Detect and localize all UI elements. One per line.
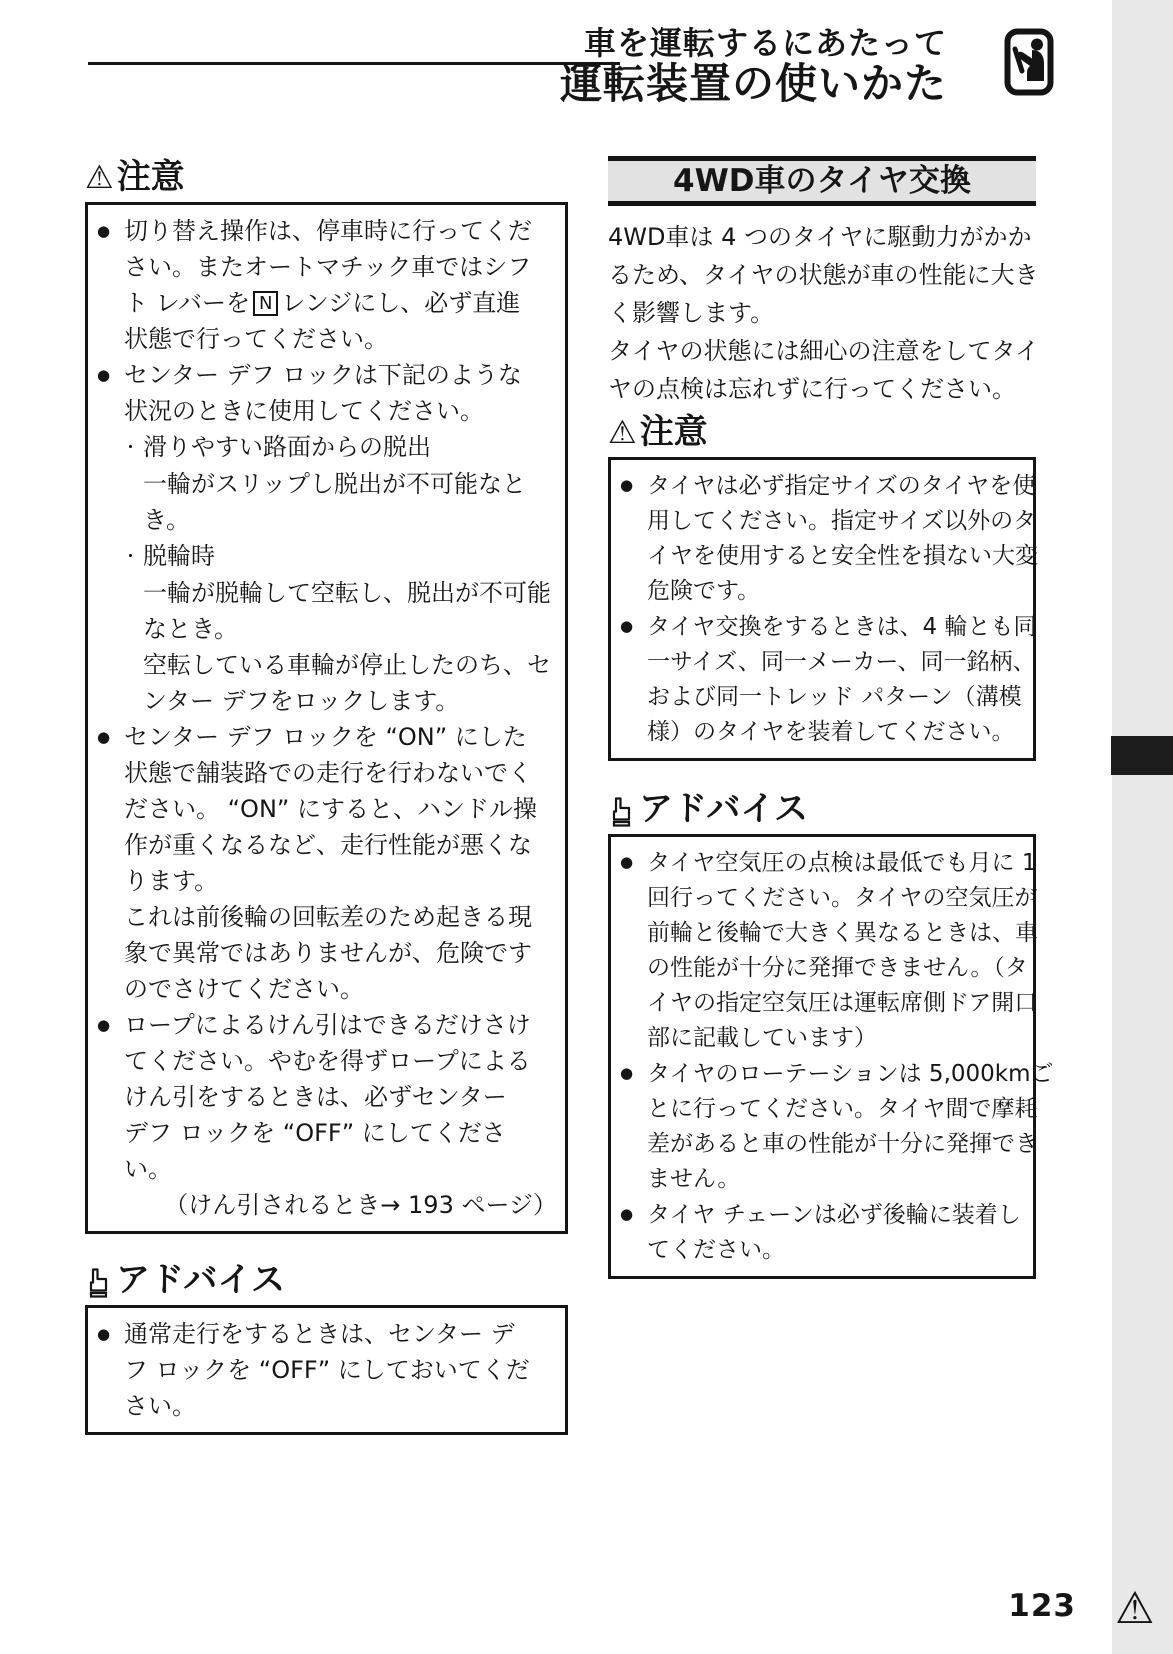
text-line: 状態で行ってください。 bbox=[124, 325, 388, 353]
text-line: および同一トレッド パターン（溝模 bbox=[647, 684, 1022, 710]
text-line: ● ロープによるけん引はできるだけさけ bbox=[97, 1007, 561, 1043]
boxed-n-shift-indicator: N bbox=[253, 291, 278, 316]
text-line: い。 bbox=[124, 1155, 172, 1183]
text-line: ● タイヤ空気圧の点検は最低でも月に 1 bbox=[620, 845, 1029, 881]
bullet-marker: ● bbox=[97, 366, 111, 384]
section-title-bar: 4WD車のタイヤ交換 bbox=[608, 156, 1036, 206]
text-line: けん引をするときは、必ずセンター bbox=[124, 1083, 507, 1111]
text-line: ません。 bbox=[647, 1166, 741, 1192]
chapter-label: 車を運転するにあたって bbox=[583, 24, 947, 62]
header-rule bbox=[88, 62, 620, 65]
text-line: 回行ってください。タイヤの空気圧が bbox=[647, 885, 1038, 911]
bullet-marker: ● bbox=[97, 1016, 111, 1034]
text-line: デフ ロックを “OFF” にしてくださ bbox=[124, 1119, 506, 1147]
text-line: タイヤの状態には細心の注意をしてタイ bbox=[608, 337, 1040, 365]
text-line: フ ロックを “OFF” にしておいてくだ bbox=[124, 1356, 530, 1384]
text-line: ● タイヤは必ず指定サイズのタイヤを使 bbox=[620, 468, 1029, 504]
pointing-hand-icon bbox=[85, 1268, 109, 1298]
text-line: 差があると車の性能が十分に発揮でき bbox=[647, 1131, 1038, 1157]
text-line: 危険です。 bbox=[647, 578, 761, 604]
bullet-marker: ● bbox=[620, 617, 634, 635]
left-column bbox=[85, 155, 568, 1435]
text-line: ・ 滑りやすい路面からの脱出 bbox=[97, 429, 561, 466]
text-line: ・ 脱輪時 bbox=[97, 538, 561, 575]
text-line: 作が重くなるなど、走行性能が悪くな bbox=[124, 831, 532, 859]
chapter-index-tab bbox=[1111, 736, 1173, 775]
text-line: 部に記載しています） bbox=[647, 1025, 877, 1051]
text-line: 状態で舗装路での走行を行わないでく bbox=[124, 759, 532, 787]
text-line: とに行ってください。タイヤ間で摩耗 bbox=[647, 1096, 1038, 1122]
left-caution-box bbox=[85, 202, 568, 1234]
right-caution-heading bbox=[608, 410, 1036, 454]
text-line: 用してください。指定サイズ以外のタ bbox=[647, 508, 1037, 534]
bullet-marker: ● bbox=[97, 1325, 111, 1343]
sub-bullet-marker: ・ bbox=[122, 438, 139, 458]
caution-heading-label: 注意 bbox=[116, 157, 185, 197]
text-line: 前輪と後輪で大きく異なるときは、車 bbox=[647, 920, 1038, 946]
text-line: ヤの点検は忘れずに行ってください。 bbox=[608, 375, 1016, 403]
bullet-marker: ● bbox=[620, 1064, 634, 1082]
text-line: るため、タイヤの状態が車の性能に大き bbox=[608, 261, 1039, 289]
left-advice-box bbox=[85, 1305, 568, 1435]
page-number: 123 bbox=[1008, 1588, 1076, 1624]
text-line: てください。 bbox=[647, 1237, 785, 1263]
warning-triangle-icon: ⚠ bbox=[85, 158, 114, 196]
text-line: ● タイヤ交換をするときは、4 輪とも同 bbox=[620, 609, 1029, 645]
bullet-marker: ● bbox=[97, 728, 111, 746]
text-line: ● タイヤのローテーションは 5,000kmご bbox=[620, 1056, 1029, 1092]
right-advice-box bbox=[608, 834, 1054, 1279]
text-line: 4WD車は 4 つのタイヤに駆動力がかか bbox=[608, 223, 1032, 251]
right-caution-box bbox=[608, 457, 1036, 761]
advice-heading-label: アドバイス bbox=[116, 1260, 285, 1300]
text-line: これは前後輪の回転差のため起きる現 bbox=[124, 903, 532, 931]
text-line: ● 通常走行をするときは、センター デ bbox=[97, 1316, 561, 1352]
text-line: く影響します。 bbox=[608, 299, 775, 327]
bullet-marker: ● bbox=[620, 1205, 634, 1223]
sub-bullet-marker: ・ bbox=[122, 547, 139, 567]
page-reference-line: （けん引されるとき→ 193 ページ） bbox=[164, 1191, 557, 1219]
text-line: 空転している車輪が停止したのち、セ bbox=[143, 651, 551, 679]
left-caution-heading bbox=[85, 155, 568, 199]
pointing-hand-icon bbox=[608, 797, 632, 827]
text-line: ● センター デフ ロックを “ON” にした bbox=[97, 719, 561, 755]
right-advice-heading bbox=[608, 787, 1036, 831]
text-line: のでさけてください。 bbox=[124, 975, 364, 1003]
right-margin-strip bbox=[1112, 0, 1173, 1654]
text-line: 状況のときに使用してください。 bbox=[124, 397, 484, 425]
text-line: ださい。 “ON” にすると、ハンドル操 bbox=[124, 795, 537, 823]
text-line: てください。やむを得ずロープによる bbox=[124, 1047, 531, 1075]
text-line: き。 bbox=[143, 506, 191, 534]
page-title: 運転装置の使いかた bbox=[559, 59, 947, 108]
text-line: 一輪がスリップし脱出が不可能なと bbox=[143, 470, 527, 498]
caution-heading-label: 注意 bbox=[639, 412, 708, 452]
warning-triangle-icon: ⚠ bbox=[608, 413, 637, 451]
text-line: なとき。 bbox=[143, 615, 239, 643]
text-line: さい。またオートマチック車ではシフ bbox=[124, 253, 532, 281]
intro-paragraph bbox=[608, 218, 1040, 408]
text-line: ンター デフをロックします。 bbox=[143, 687, 460, 715]
driver-icon bbox=[1004, 28, 1054, 100]
text-line: ト レバーを N レンジにし、必ず直進 bbox=[124, 289, 521, 317]
text-line: 一サイズ、同一メーカー、同一銘柄、 bbox=[647, 649, 1036, 675]
right-column bbox=[608, 156, 1054, 1279]
bullet-marker: ● bbox=[620, 476, 634, 494]
footer-warning-triangle-icon: ⚠ bbox=[1115, 1583, 1155, 1634]
bullet-marker: ● bbox=[620, 853, 634, 871]
bullet-marker: ● bbox=[97, 222, 111, 240]
text-line: ● センター デフ ロックは下記のような bbox=[97, 357, 561, 393]
text-line: 様）のタイヤを装着してください。 bbox=[647, 719, 1015, 745]
header-text bbox=[560, 24, 947, 106]
text-line: 象で異常ではありませんが、危険です bbox=[124, 939, 532, 967]
text-line: ります。 bbox=[124, 867, 219, 895]
text-line: の性能が十分に発揮できません。（タ bbox=[647, 955, 1028, 981]
left-advice-heading bbox=[85, 1258, 568, 1302]
text-line: さい。 bbox=[124, 1392, 196, 1420]
text-line: 一輪が脱輪して空転し、脱出が不可能 bbox=[143, 579, 551, 607]
text-line: ● 切り替え操作は、停車時に行ってくだ bbox=[97, 213, 561, 249]
advice-heading-label: アドバイス bbox=[639, 789, 808, 829]
text-line: イヤを使用すると安全性を損ない大変 bbox=[647, 543, 1038, 569]
text-line: イヤの指定空気圧は運転席側ドア開口 bbox=[647, 990, 1038, 1016]
text-line: ● タイヤ チェーンは必ず後輪に装着し bbox=[620, 1197, 1029, 1233]
